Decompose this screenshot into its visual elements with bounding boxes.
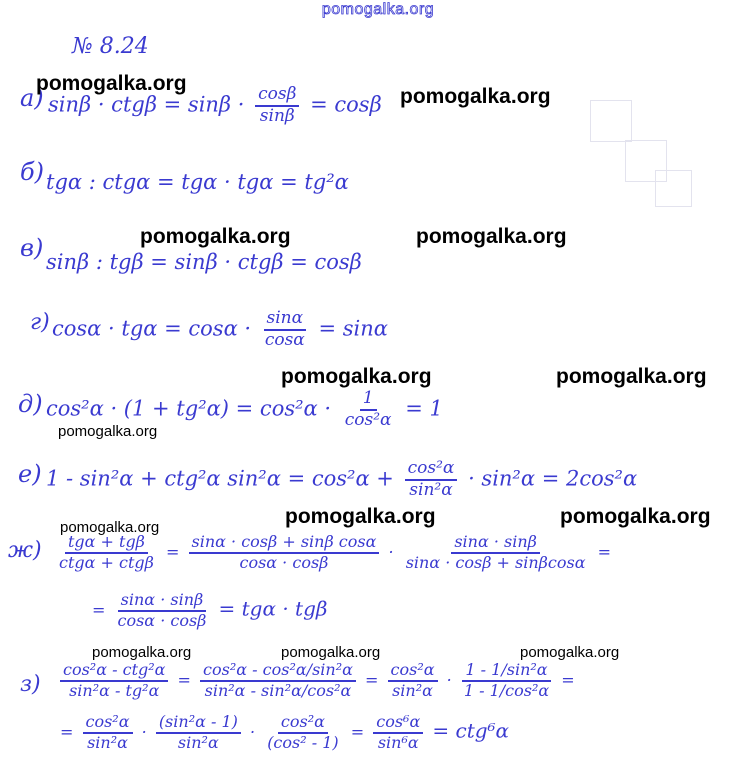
watermark: pomogalka.org: [92, 644, 192, 661]
g-num: sinα: [264, 310, 307, 331]
line-e: [46, 460, 637, 500]
watermark: pomogalka.org: [560, 505, 711, 528]
d-fraction: [342, 390, 395, 430]
zh-fraction-2: [189, 534, 380, 572]
watermark: pomogalka.org: [400, 85, 551, 108]
line-z-2: [60, 714, 509, 752]
line-zh-2: [92, 592, 327, 630]
z-f6-den: sin²α: [177, 732, 219, 752]
z-f8-den: sin⁶α: [377, 732, 419, 752]
z-dot2: ·: [141, 722, 147, 742]
e-rhs: · sin²α = 2cos²α: [468, 466, 638, 491]
line-z-1: [56, 662, 575, 700]
line-g-label: г): [30, 310, 50, 335]
zh-f1-den: ctgα + ctgβ: [59, 552, 154, 572]
z-eq1: =: [177, 670, 191, 690]
z-f3-den: sin²α: [392, 680, 433, 700]
line-z-label: з): [20, 672, 41, 697]
watermark: pomogalka.org: [416, 225, 567, 248]
z-dot3: ·: [250, 722, 256, 742]
line-g: [52, 310, 388, 350]
d-num: 1: [360, 390, 377, 411]
z-f2-num: cos²α - cos²α/sin²α: [200, 662, 356, 682]
z-eq4: =: [60, 722, 74, 742]
z-eq2: =: [365, 670, 379, 690]
g-rhs: = sinα: [318, 316, 388, 341]
z-fraction-7: [264, 714, 341, 752]
z-fraction-1: [60, 662, 168, 700]
watermark: pomogalka.org: [556, 365, 707, 388]
g-fraction: [262, 310, 308, 350]
a-lhs: sinβ · ctgβ = sinβ ·: [48, 92, 245, 117]
watermark: pomogalka.org: [285, 505, 436, 528]
zh-fraction-3: [403, 534, 589, 572]
watermark: pomogalka.org: [281, 365, 432, 388]
g-lhs: cosα · tgα = cosα ·: [52, 316, 252, 341]
d-rhs: = 1: [405, 396, 443, 421]
e-lhs: 1 - sin²α + ctg²α sin²α = cos²α +: [46, 466, 394, 491]
d-lhs: cos²α · (1 + tg²α) = cos²α ·: [46, 396, 332, 421]
zh-f2-den: cosα · cosβ: [239, 552, 329, 572]
z-f2-den: sin²α - sin²α/cos²α: [204, 680, 352, 700]
e-num: cos²α: [405, 460, 458, 481]
z-f5-num: cos²α: [83, 714, 133, 734]
zh-f2-num: sinα · cosβ + sinβ cosα: [189, 534, 380, 554]
header-watermark: pomogalka.org: [321, 1, 435, 18]
z-fraction-4: [461, 662, 552, 700]
watermark: pomogalka.org: [36, 72, 187, 95]
z-fraction-2: [200, 662, 356, 700]
zh-eq3: =: [92, 600, 106, 620]
z-f6-num: (sin²α - 1): [156, 714, 241, 734]
z-fraction-5: [83, 714, 133, 752]
problem-number: № 8.24: [72, 34, 149, 59]
zh-dot: ·: [388, 542, 394, 562]
line-b: tgα : ctgα = tgα · tgα = tg²α: [46, 170, 349, 194]
watermark: pomogalka.org: [60, 519, 160, 536]
zh-fraction-1: [56, 534, 157, 572]
background-mark: [590, 100, 632, 142]
z-f7-den: (cos² - 1): [267, 732, 339, 752]
z-f1-num: cos²α - ctg²α: [60, 662, 168, 682]
a-den: sinβ: [259, 105, 295, 126]
zh-eq2: =: [597, 542, 612, 562]
z-f3-num: cos²α: [388, 662, 438, 682]
a-num: cosβ: [255, 86, 299, 107]
watermark: pomogalka.org: [140, 225, 291, 248]
line-e-label: е): [18, 460, 42, 488]
z-f8-num: cos⁶α: [373, 714, 423, 734]
line-v: sinβ : tgβ = sinβ · ctgβ = cosβ: [46, 250, 362, 274]
zh-eq1: =: [166, 542, 180, 562]
z-fraction-3: [388, 662, 438, 700]
zh-f3-num: sinα · sinβ: [451, 534, 540, 554]
zh-f4-den: cosα · cosβ: [117, 610, 207, 630]
line-zh-1: [52, 534, 611, 572]
z-eq3: =: [561, 670, 575, 690]
background-mark: [655, 170, 692, 207]
z-f4-den: 1 - 1/cos²α: [463, 680, 550, 700]
line-d-label: д): [18, 390, 43, 418]
z-eq5: =: [350, 722, 365, 742]
line-b-label: б): [20, 158, 45, 186]
g-den: cosα: [264, 329, 305, 350]
zh-rhs: = tgα · tgβ: [218, 596, 328, 621]
z-f1-den: sin²α - tg²α: [69, 680, 160, 700]
zh-f3-den: sinα · cosβ + sinβcosα: [405, 552, 586, 572]
z-dot1: ·: [446, 670, 452, 690]
line-zh-label: ж): [8, 538, 42, 563]
line-a-label: а): [20, 84, 44, 112]
z-f4-num: 1 - 1/sin²α: [462, 662, 550, 682]
zh-f4-num: sinα · sinβ: [118, 592, 207, 612]
z-rhs: = ctg⁶α: [432, 718, 510, 743]
zh-fraction-4: [115, 592, 210, 630]
z-f7-num: cos²α: [278, 714, 328, 734]
z-f5-den: sin²α: [87, 732, 128, 752]
a-rhs: = cosβ: [310, 92, 382, 117]
zh-f1-num: tgα + tgβ: [65, 534, 148, 554]
d-den: cos²α: [344, 409, 392, 430]
a-fraction: [255, 86, 299, 126]
e-fraction: [405, 460, 458, 500]
z-fraction-6: [156, 714, 241, 752]
z-fraction-8: [373, 714, 423, 752]
watermark: pomogalka.org: [281, 644, 381, 661]
e-den: sin²α: [409, 479, 453, 500]
line-v-label: в): [20, 234, 44, 262]
watermark: pomogalka.org: [58, 423, 158, 440]
watermark: pomogalka.org: [520, 644, 620, 661]
